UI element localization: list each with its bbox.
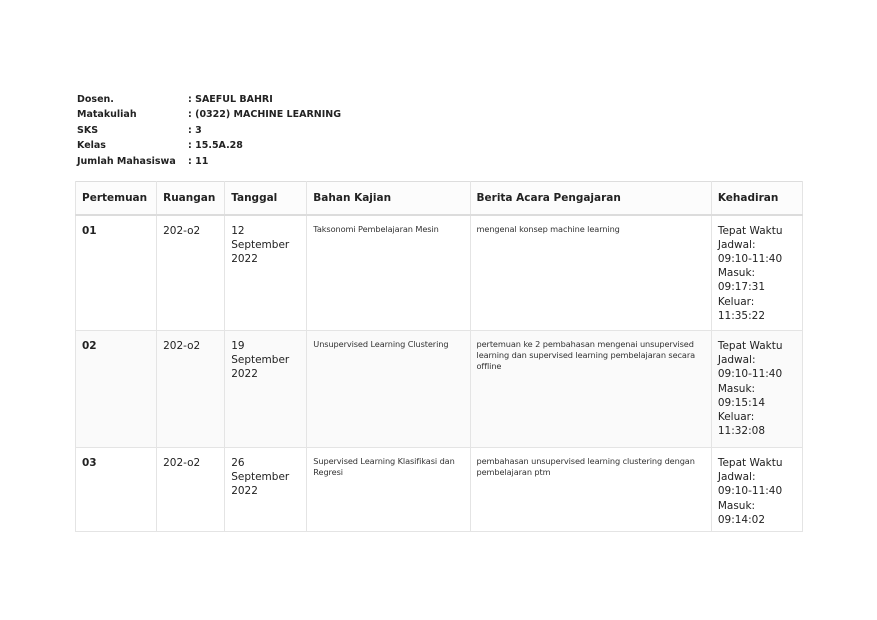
cell-pertemuan: 01 xyxy=(76,215,157,331)
header-bahan-kajian: Bahan Kajian xyxy=(307,182,470,215)
info-value: : 11 xyxy=(188,154,208,169)
cell-kehadiran xyxy=(711,215,802,331)
info-row-kelas xyxy=(77,138,341,153)
info-value: : 3 xyxy=(188,123,202,138)
cell-bahan-kajian: Unsupervised Learning Clustering xyxy=(307,331,470,448)
header-ruangan: Ruangan xyxy=(157,182,225,215)
course-info xyxy=(77,92,341,169)
kehadiran-keluar-value: 11:32:08 xyxy=(717,425,766,438)
info-label: Dosen. xyxy=(77,94,114,105)
kehadiran-masuk-value: 09:15:14 xyxy=(717,396,766,409)
info-row-sks xyxy=(77,123,341,138)
info-value: : SAEFUL BAHRI xyxy=(188,92,273,107)
kehadiran-jadwal-label: Jadwal: xyxy=(717,354,756,367)
cell-berita-acara: mengenal konsep machine learning xyxy=(470,215,711,331)
attendance-table-container xyxy=(75,181,803,532)
kehadiran-jadwal-label: Jadwal: xyxy=(717,238,756,251)
cell-tanggal: 26 September 2022 xyxy=(225,448,307,532)
cell-tanggal: 12 September 2022 xyxy=(225,215,307,331)
table-row xyxy=(76,331,803,448)
table-header-row xyxy=(76,182,803,215)
info-value: : 15.5A.28 xyxy=(188,138,243,153)
kehadiran-keluar-label: Keluar: xyxy=(717,295,755,308)
kehadiran-jadwal-label: Jadwal: xyxy=(717,471,756,484)
cell-berita-acara: pembahasan unsupervised learning clustering dengan pembelajaran ptm xyxy=(470,448,711,532)
cell-ruangan: 202-o2 xyxy=(157,331,225,448)
info-label: Kelas xyxy=(77,140,106,152)
kehadiran-masuk-label: Masuk: xyxy=(717,267,756,280)
cell-bahan-kajian: Supervised Learning Klasifikasi dan Regresi xyxy=(307,448,470,532)
header-tanggal: Tanggal xyxy=(225,182,307,215)
info-value: : (0322) MACHINE LEARNING xyxy=(188,107,341,122)
info-label: Matakuliah xyxy=(77,109,137,121)
table-row xyxy=(76,215,803,331)
cell-tanggal: 19 September 2022 xyxy=(225,331,307,448)
info-label: SKS xyxy=(77,124,99,136)
info-label: Jumlah Mahasiswa xyxy=(77,155,176,167)
header-kehadiran: Kehadiran xyxy=(711,182,802,215)
kehadiran-status: Tepat Waktu xyxy=(717,340,783,352)
kehadiran-jadwal-value: 09:10-11:40 xyxy=(717,252,783,265)
header-pertemuan: Pertemuan xyxy=(76,182,157,215)
kehadiran-masuk-value: 09:17:31 xyxy=(717,281,766,294)
kehadiran-masuk-label: Masuk: xyxy=(717,382,756,395)
kehadiran-jadwal-value: 09:10-11:40 xyxy=(717,368,783,381)
attendance-table xyxy=(75,181,803,532)
kehadiran-keluar-label: Keluar: xyxy=(717,411,755,424)
cell-pertemuan: 02 xyxy=(76,331,157,448)
kehadiran-masuk-value: 09:14:02 xyxy=(717,513,766,526)
kehadiran-status: Tepat Waktu xyxy=(717,457,783,469)
cell-kehadiran xyxy=(711,331,802,448)
info-row-matakuliah xyxy=(77,107,341,122)
kehadiran-masuk-label: Masuk: xyxy=(717,499,756,512)
cell-bahan-kajian: Taksonomi Pembelajaran Mesin xyxy=(307,215,470,331)
cell-kehadiran xyxy=(711,448,802,532)
kehadiran-keluar-value: 11:35:22 xyxy=(717,309,766,322)
table-row xyxy=(76,448,803,532)
cell-pertemuan: 03 xyxy=(76,448,157,532)
kehadiran-status: Tepat Waktu xyxy=(717,224,783,237)
cell-ruangan: 202-o2 xyxy=(157,215,225,331)
cell-berita-acara: pertemuan ke 2 pembahasan mengenai unsupervised learning dan supervised learning pembelajaran secara offline xyxy=(470,331,711,448)
cell-ruangan: 202-o2 xyxy=(157,448,225,532)
kehadiran-jadwal-value: 09:10-11:40 xyxy=(717,485,783,498)
info-row-jumlah-mahasiswa xyxy=(77,154,341,169)
header-berita-acara: Berita Acara Pengajaran xyxy=(470,182,711,215)
info-row-dosen xyxy=(77,92,341,107)
